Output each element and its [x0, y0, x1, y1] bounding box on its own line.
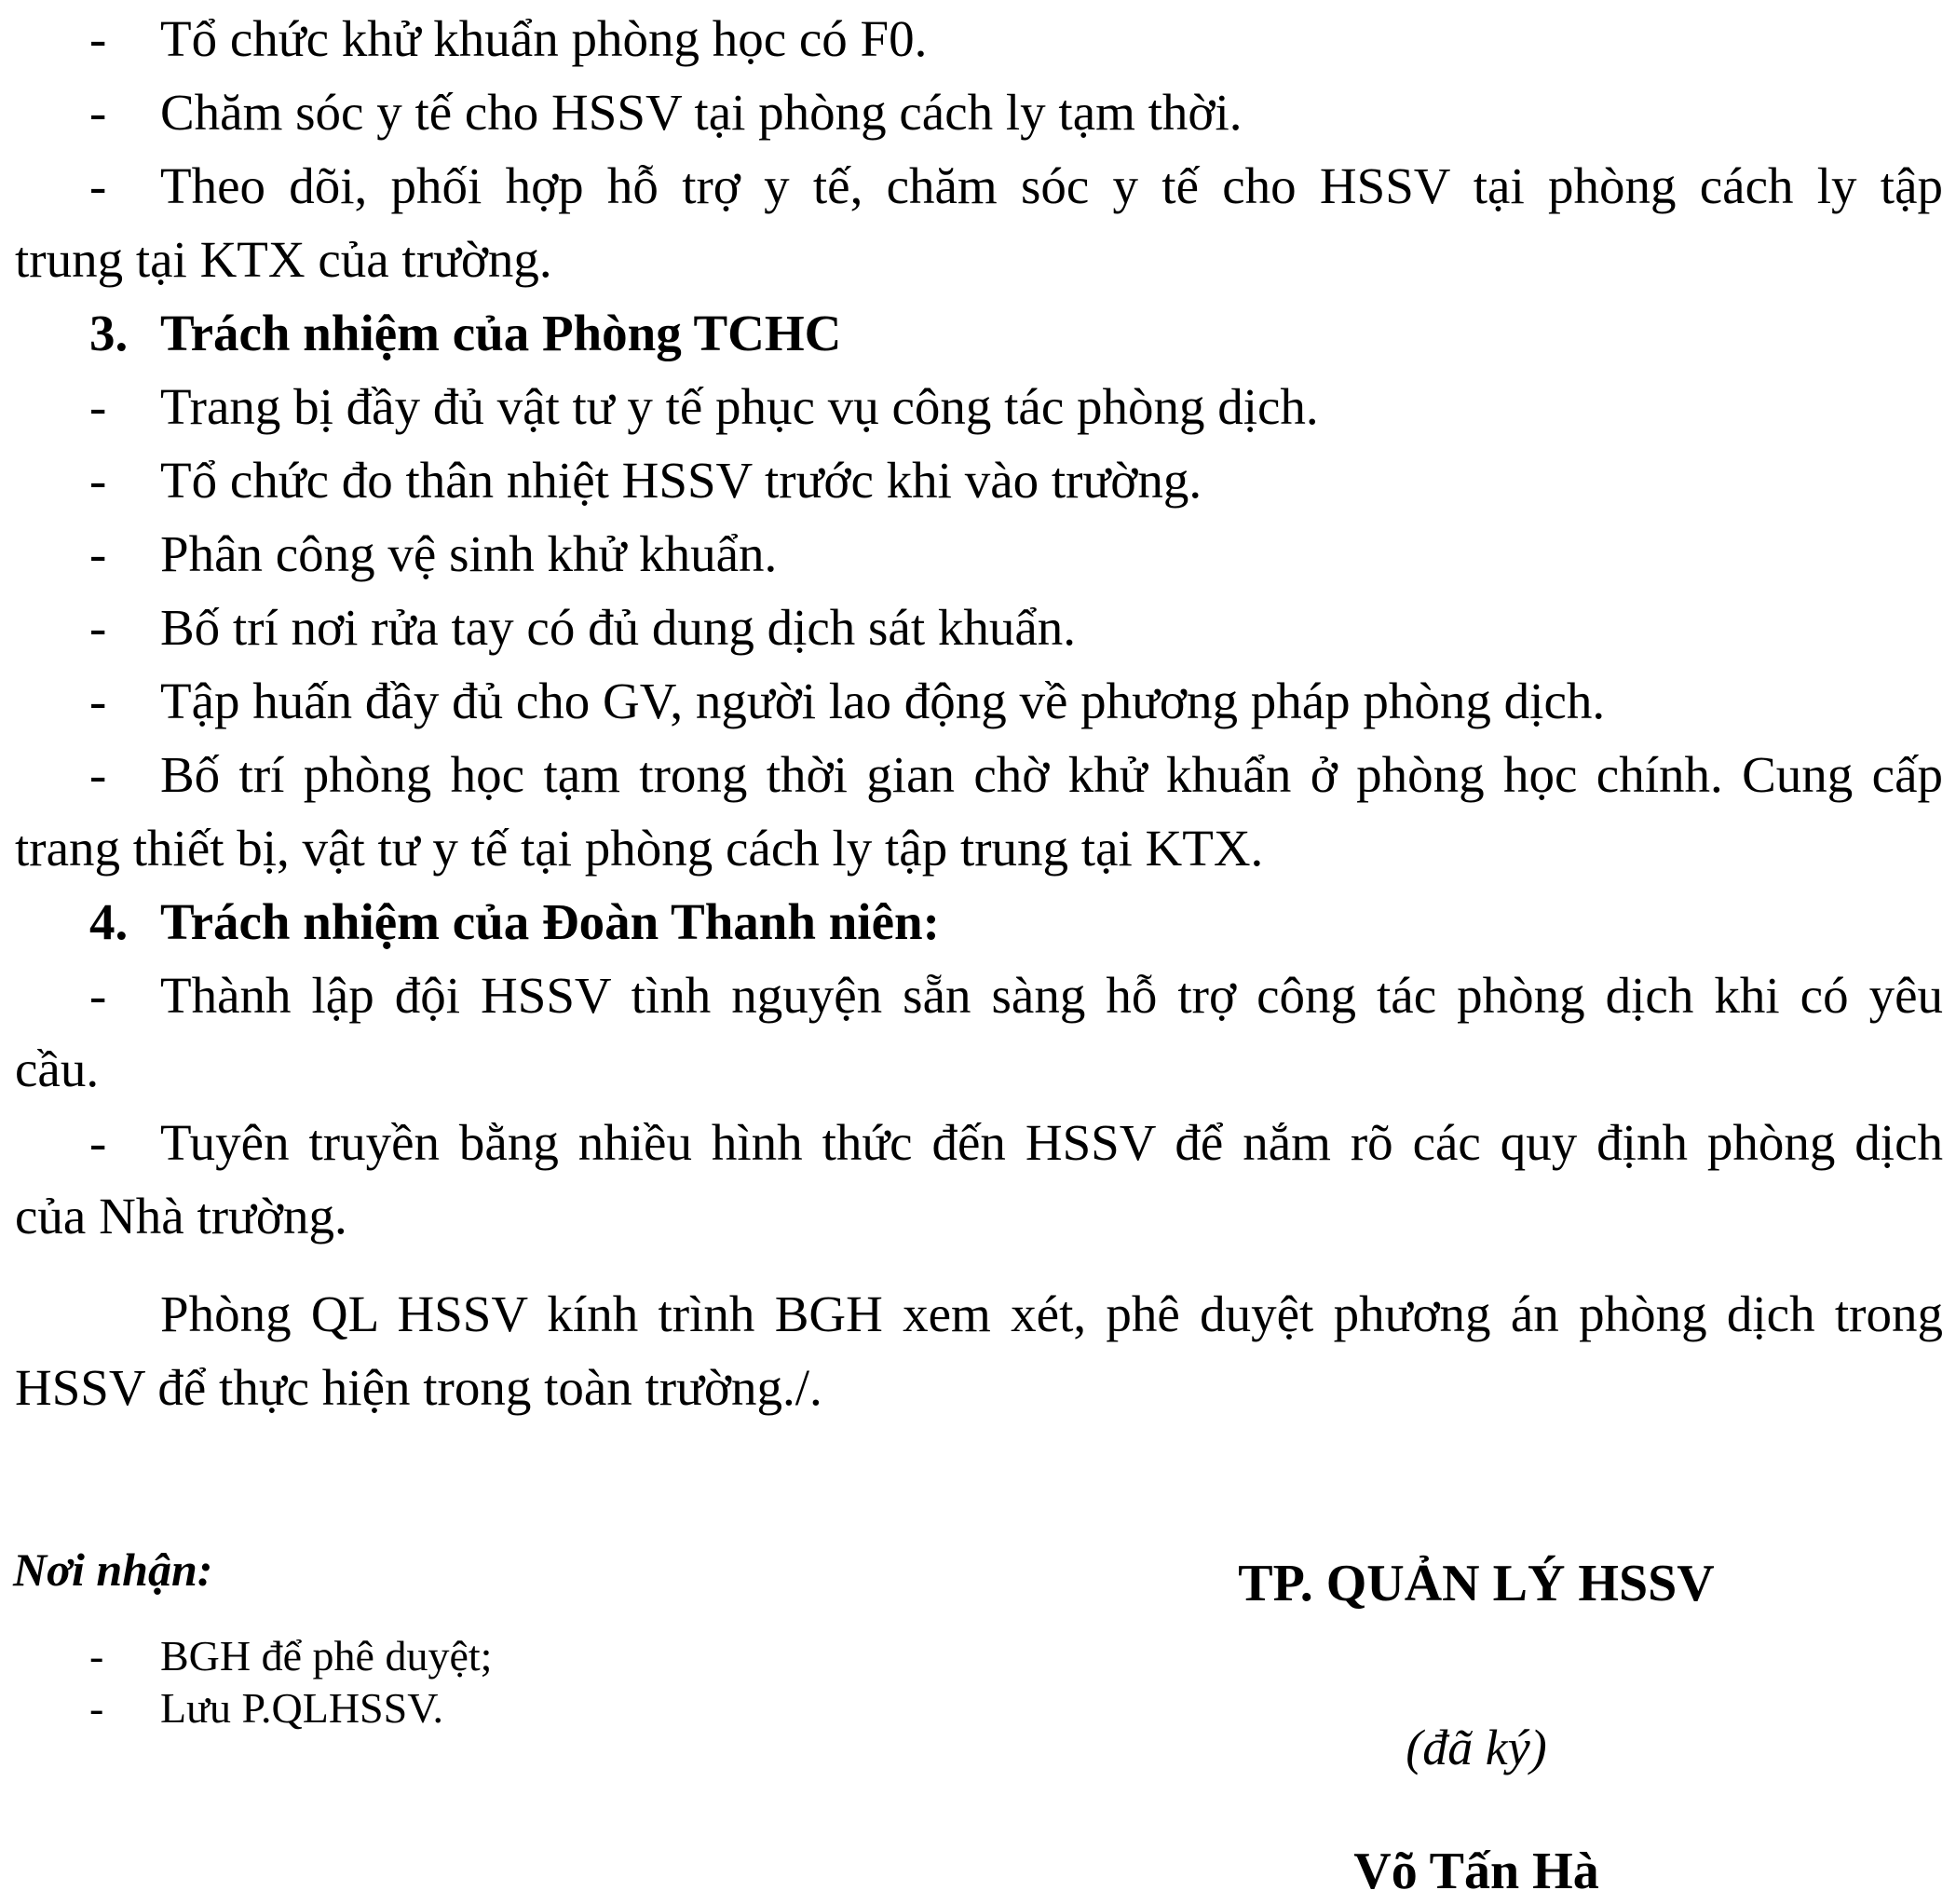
section-heading [89, 885, 940, 959]
closing-line: Phòng QL HSSV kính trình BGH xem xét, phê duyệt phương án phòng dịch trong [160, 1285, 1943, 1342]
list-bullet: - [89, 746, 107, 803]
list-bullet: - [89, 1114, 107, 1171]
list-bullet: - [89, 967, 107, 1024]
list-item-text: Chăm sóc y tế cho HSSV tại phòng cách ly tạm thời. [160, 84, 1243, 141]
list-item-text: Bố trí nơi rửa tay có đủ dung dịch sát khuẩn. [160, 599, 1077, 656]
list-item-continuation: trang thiết bị, vật tư y tế tại phòng cách ly tập trung tại KTX. [15, 820, 1264, 877]
list-bullet: - [89, 452, 107, 509]
list-bullet: - [89, 525, 107, 582]
recipient-item: Lưu P.QLHSSV. [160, 1684, 444, 1732]
list-item-text: Tuyên truyền bằng nhiều hình thức đến HSSV để nắm rõ các quy định phòng dịch [160, 1114, 1943, 1171]
list-item-text: Trang bị đầy đủ vật tư y tế phục vụ công tác phòng dịch. [160, 378, 1319, 435]
signer-name: Võ Tấn Hà [1353, 1843, 1599, 1900]
section-number: 3. [89, 305, 129, 361]
section-title: Trách nhiệm của Đoàn Thanh niên: [160, 893, 940, 950]
section-heading [89, 296, 841, 371]
list-item-text: Tổ chức khử khuẩn phòng học có F0. [160, 10, 928, 67]
list-item-text: Tập huấn đầy đủ cho GV, người lao động về phương pháp phòng dịch. [160, 673, 1606, 729]
list-bullet: - [89, 673, 107, 729]
list-bullet: - [89, 10, 107, 67]
list-bullet: - [89, 157, 107, 214]
list-item-text: Theo dõi, phối hợp hỗ trợ y tế, chăm sóc y tế cho HSSV tại phòng cách ly tập [160, 157, 1943, 214]
list-item-continuation: trung tại KTX của trường. [15, 231, 552, 288]
list-item-text: Thành lập đội HSSV tình nguyện sẵn sàng hỗ trợ công tác phòng dịch khi có yêu [160, 967, 1943, 1024]
section-title: Trách nhiệm của Phòng TCHC [160, 305, 842, 361]
list-item-continuation: cầu. [15, 1040, 100, 1097]
list-item-text: Bố trí phòng học tạm trong thời gian chờ khử khuẩn ở phòng học chính. Cung cấp [160, 746, 1943, 803]
signed-note: (đã ký) [1406, 1720, 1547, 1775]
list-item-text: Tổ chức đo thân nhiệt HSSV trước khi vào trường. [160, 452, 1202, 509]
recipient-item: BGH để phê duyệt; [160, 1632, 493, 1680]
list-item-continuation: của Nhà trường. [15, 1188, 347, 1244]
list-item-text: Phân công vệ sinh khử khuẩn. [160, 525, 778, 582]
signer-title: TP. QUẢN LÝ HSSV [1238, 1555, 1715, 1612]
section-number: 4. [89, 893, 129, 950]
list-bullet: - [89, 378, 107, 435]
recipient-bullet: - [89, 1684, 104, 1732]
recipient-bullet: - [89, 1632, 104, 1680]
recipients-label: Nơi nhận: [13, 1544, 213, 1596]
list-bullet: - [89, 84, 107, 141]
closing-line: HSSV để thực hiện trong toàn trường./. [15, 1359, 822, 1416]
list-bullet: - [89, 599, 107, 656]
